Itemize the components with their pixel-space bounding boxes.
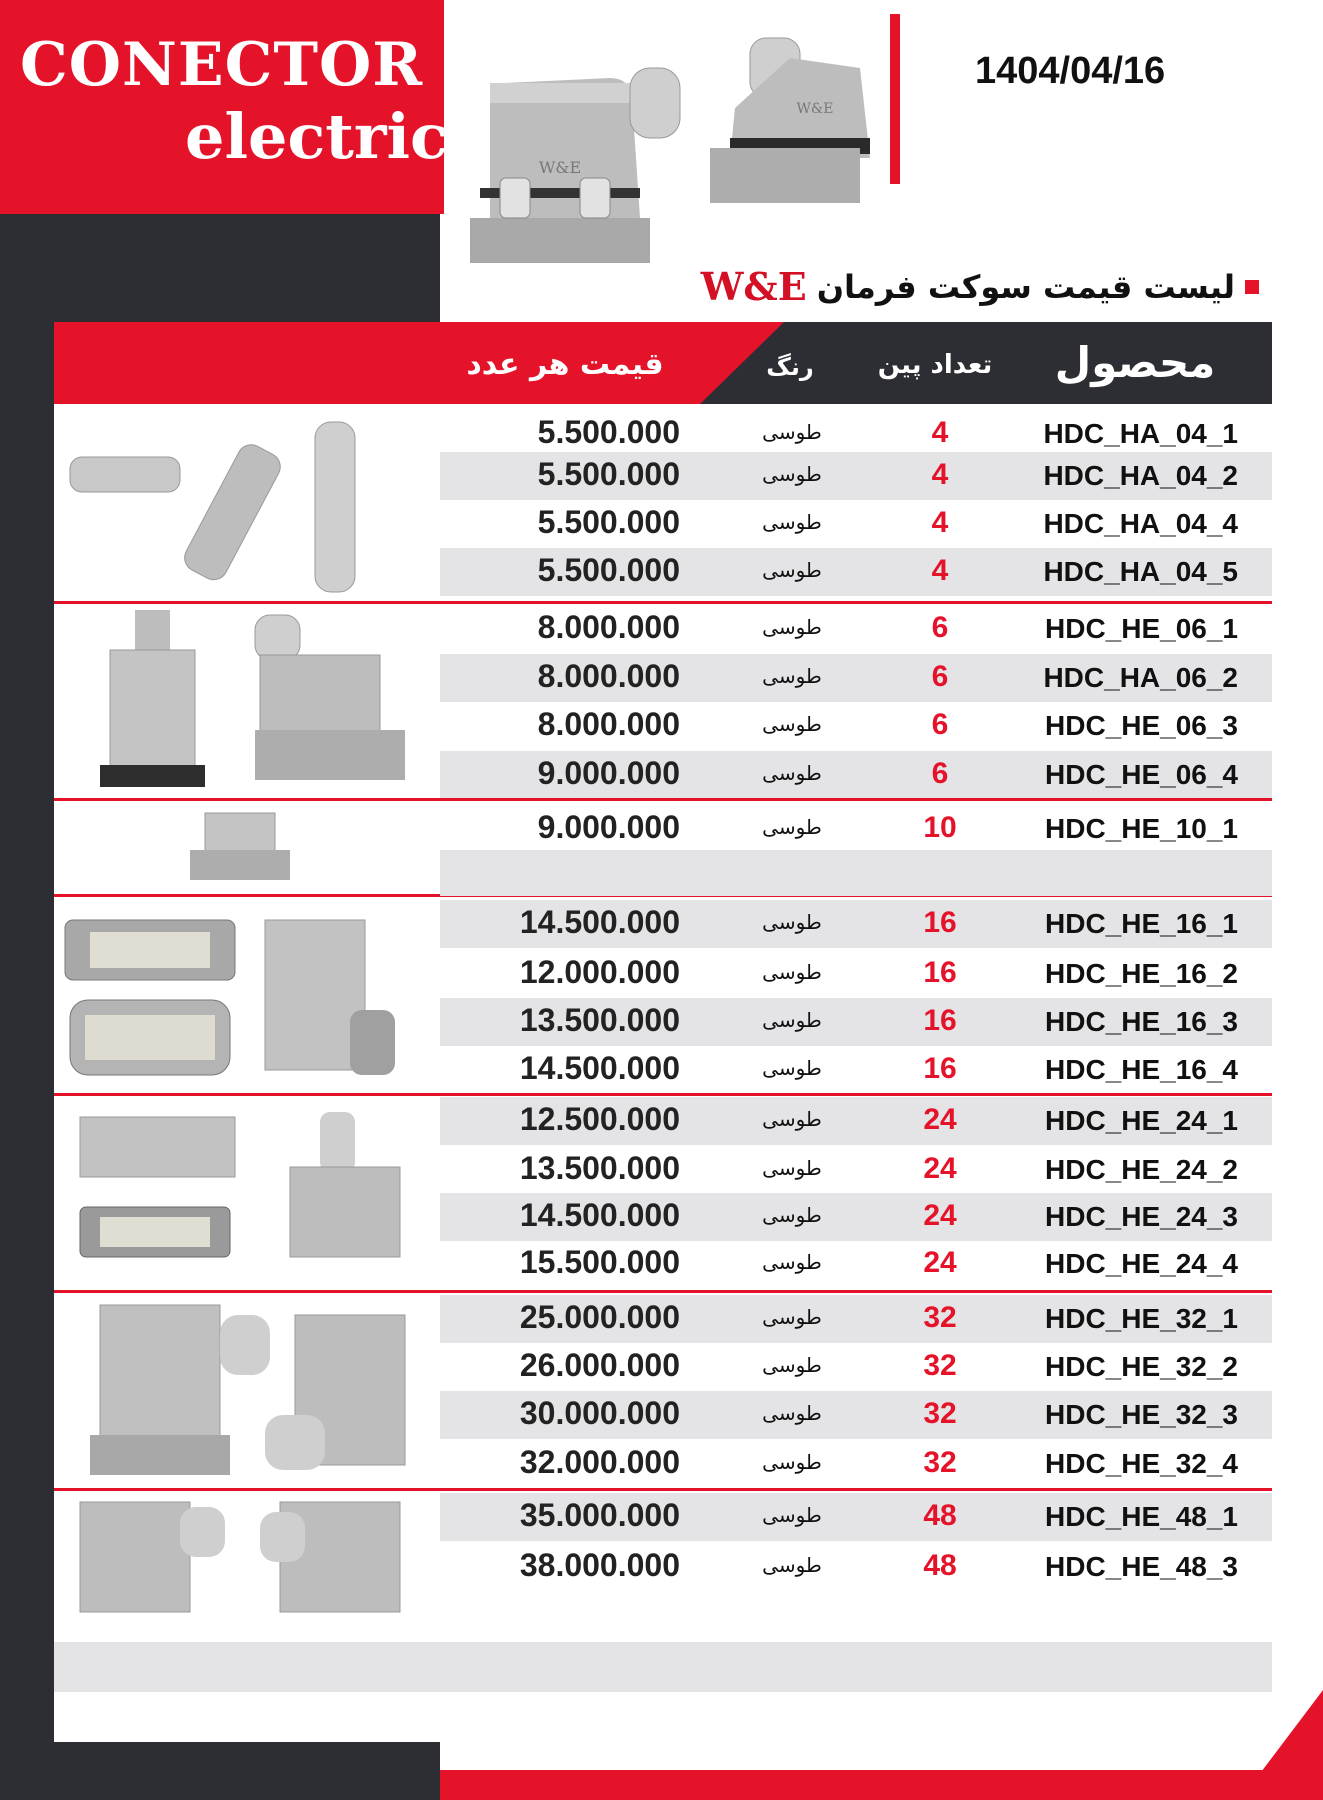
row-pins: 16	[923, 906, 957, 939]
price-list-date: 1404/04/16	[975, 50, 1166, 92]
table-row	[440, 1295, 1272, 1343]
row-product: HDC_HE_24_2	[1045, 1154, 1238, 1185]
row-price: 9.000.000	[537, 809, 680, 845]
price-list-title	[701, 264, 1259, 309]
row-price: 8.000.000	[537, 658, 680, 694]
row-price: 8.000.000	[537, 706, 680, 742]
row-pins: 6	[931, 611, 949, 644]
table-row	[440, 1543, 1272, 1591]
row-price: 38.000.000	[519, 1547, 680, 1583]
row-product: HDC_HE_32_1	[1045, 1303, 1238, 1334]
row-color: طوسی	[762, 664, 822, 688]
price-list-title-brand: W&E	[700, 264, 807, 309]
table-row	[440, 1440, 1272, 1488]
row-product: HDC_HE_06_1	[1045, 613, 1238, 644]
row-price: 15.500.000	[519, 1244, 680, 1280]
hero-connector-large	[470, 68, 680, 263]
row-product: HDC_HE_32_2	[1045, 1351, 1238, 1382]
table-row	[440, 1193, 1272, 1241]
row-product: HDC_HE_16_4	[1045, 1054, 1238, 1085]
row-price: 30.000.000	[519, 1395, 680, 1431]
row-color: طوسی	[762, 420, 822, 444]
row-color: طوسی	[762, 558, 822, 582]
row-price: 13.500.000	[519, 1002, 680, 1038]
header-product: محصول	[1054, 338, 1216, 387]
table-row	[440, 1240, 1272, 1288]
row-color: طوسی	[762, 1107, 822, 1131]
product-image-32pin	[60, 1295, 434, 1485]
table-row	[440, 500, 1272, 548]
row-price: 5.500.000	[537, 414, 680, 450]
hero-connector-image	[460, 28, 880, 268]
row-color: طوسی	[762, 1203, 822, 1227]
row-color: طوسی	[762, 1008, 822, 1032]
row-color: طوسی	[762, 1250, 822, 1274]
row-pins: 24	[923, 1103, 957, 1136]
row-pins: 6	[931, 660, 949, 693]
row-price: 5.500.000	[537, 552, 680, 588]
price-list-title-text: لیست قیمت سوکت فرمان	[816, 267, 1235, 306]
brand-name: CONECTOR	[20, 30, 424, 100]
row-pins: 16	[923, 956, 957, 989]
row-product: HDC_HE_24_1	[1045, 1105, 1238, 1136]
row-color: طوسی	[762, 761, 822, 785]
row-product: HDC_HE_24_4	[1045, 1248, 1238, 1279]
header-pins: تعداد پین	[877, 350, 993, 380]
hero-logo-text: W&E	[538, 158, 582, 177]
row-price: 14.500.000	[519, 1197, 680, 1233]
table-row	[440, 1493, 1272, 1541]
header-price: قیمت هر عدد	[466, 347, 664, 382]
row-pins: 4	[931, 554, 949, 587]
row-product: HDC_HA_04_2	[1043, 460, 1238, 491]
row-price: 14.500.000	[519, 1050, 680, 1086]
row-color: طوسی	[762, 1450, 822, 1474]
row-pins: 24	[923, 1152, 957, 1185]
table-row	[440, 1146, 1272, 1194]
product-image-48pin	[60, 1492, 434, 1622]
row-color: طوسی	[762, 1305, 822, 1329]
group-separator	[54, 1093, 1272, 1096]
product-image-4pin	[60, 412, 434, 597]
row-price: 9.000.000	[537, 755, 680, 791]
row-pins: 16	[923, 1052, 957, 1085]
row-price: 12.500.000	[519, 1101, 680, 1137]
row-price: 26.000.000	[519, 1347, 680, 1383]
table-row	[440, 900, 1272, 948]
product-image-6pin	[60, 605, 434, 795]
product-image-10pin	[60, 805, 434, 890]
group-separator	[54, 798, 1272, 801]
row-pins: 32	[923, 1446, 957, 1479]
row-product: HDC_HE_48_1	[1045, 1501, 1238, 1532]
row-color: طوسی	[762, 510, 822, 534]
row-pins: 4	[931, 458, 949, 491]
row-pins: 10	[923, 811, 957, 844]
row-product: HDC_HE_06_3	[1045, 710, 1238, 741]
product-image-24pin	[60, 1097, 434, 1287]
row-pins: 4	[931, 416, 949, 449]
row-price: 5.500.000	[537, 456, 680, 492]
row-price: 32.000.000	[519, 1444, 680, 1480]
row-pins: 6	[931, 757, 949, 790]
row-color: طوسی	[762, 910, 822, 934]
row-color: طوسی	[762, 1156, 822, 1180]
row-product: HDC_HE_16_3	[1045, 1006, 1238, 1037]
group-separator	[54, 1488, 1272, 1491]
row-price: 13.500.000	[519, 1150, 680, 1186]
table-row	[440, 452, 1272, 500]
row-product: HDC_HE_10_1	[1045, 813, 1238, 844]
row-color: طوسی	[762, 712, 822, 736]
row-pins: 48	[923, 1549, 957, 1582]
product-image-16pin	[60, 900, 434, 1090]
row-color: طوسی	[762, 1553, 822, 1577]
empty-row	[440, 850, 1272, 896]
row-pins: 4	[931, 506, 949, 539]
table-row	[440, 702, 1272, 750]
group-separator	[54, 601, 1272, 604]
row-price: 25.000.000	[519, 1299, 680, 1335]
table-row	[440, 1046, 1272, 1094]
row-pins: 32	[923, 1301, 957, 1334]
table-row	[440, 605, 1272, 653]
table-row	[440, 998, 1272, 1046]
header-color: رنگ	[766, 353, 814, 381]
row-color: طوسی	[762, 1503, 822, 1527]
row-color: طوسی	[762, 615, 822, 639]
row-pins: 32	[923, 1397, 957, 1430]
row-color: طوسی	[762, 462, 822, 486]
table-row	[440, 548, 1272, 596]
group-separator	[54, 1290, 1272, 1293]
table-row	[440, 654, 1272, 702]
row-product: HDC_HE_24_3	[1045, 1201, 1238, 1232]
row-product: HDC_HE_16_1	[1045, 908, 1238, 939]
row-product: HDC_HA_06_2	[1043, 662, 1238, 693]
brand-subname: electric	[185, 100, 448, 173]
row-price: 12.000.000	[519, 954, 680, 990]
row-pins: 24	[923, 1199, 957, 1232]
row-pins: 48	[923, 1499, 957, 1532]
row-pins: 16	[923, 1004, 957, 1037]
row-pins: 24	[923, 1246, 957, 1279]
bottom-accent-bar	[440, 1770, 1323, 1800]
table-row	[440, 1097, 1272, 1145]
row-pins: 6	[931, 708, 949, 741]
row-product: HDC_HE_06_4	[1045, 759, 1238, 790]
row-product: HDC_HA_04_4	[1043, 508, 1238, 539]
row-pins: 32	[923, 1349, 957, 1382]
table-row	[440, 410, 1272, 458]
row-price: 14.500.000	[519, 904, 680, 940]
row-product: HDC_HA_04_1	[1043, 418, 1238, 449]
row-price: 35.000.000	[519, 1497, 680, 1533]
date-accent-bar	[890, 14, 900, 184]
row-price: 5.500.000	[537, 504, 680, 540]
row-product: HDC_HE_32_3	[1045, 1399, 1238, 1430]
row-product: HDC_HE_32_4	[1045, 1448, 1238, 1479]
row-color: طوسی	[762, 1353, 822, 1377]
brand-box	[0, 0, 448, 214]
row-color: طوسی	[762, 815, 822, 839]
row-color: طوسی	[762, 960, 822, 984]
table-row	[440, 751, 1272, 799]
empty-row	[54, 1642, 1272, 1692]
row-product: HDC_HE_16_2	[1045, 958, 1238, 989]
row-color: طوسی	[762, 1401, 822, 1425]
table-row	[440, 1391, 1272, 1439]
row-color: طوسی	[762, 1056, 822, 1080]
row-product: HDC_HA_04_5	[1043, 556, 1238, 587]
hero-connector-small	[710, 38, 870, 203]
table-row	[440, 950, 1272, 998]
row-product: HDC_HE_48_3	[1045, 1551, 1238, 1582]
title-bullet	[1245, 280, 1259, 294]
table-row	[440, 805, 1272, 853]
table-row	[440, 1343, 1272, 1391]
svg-text:W&E: W&E	[796, 101, 834, 117]
row-price: 8.000.000	[537, 609, 680, 645]
